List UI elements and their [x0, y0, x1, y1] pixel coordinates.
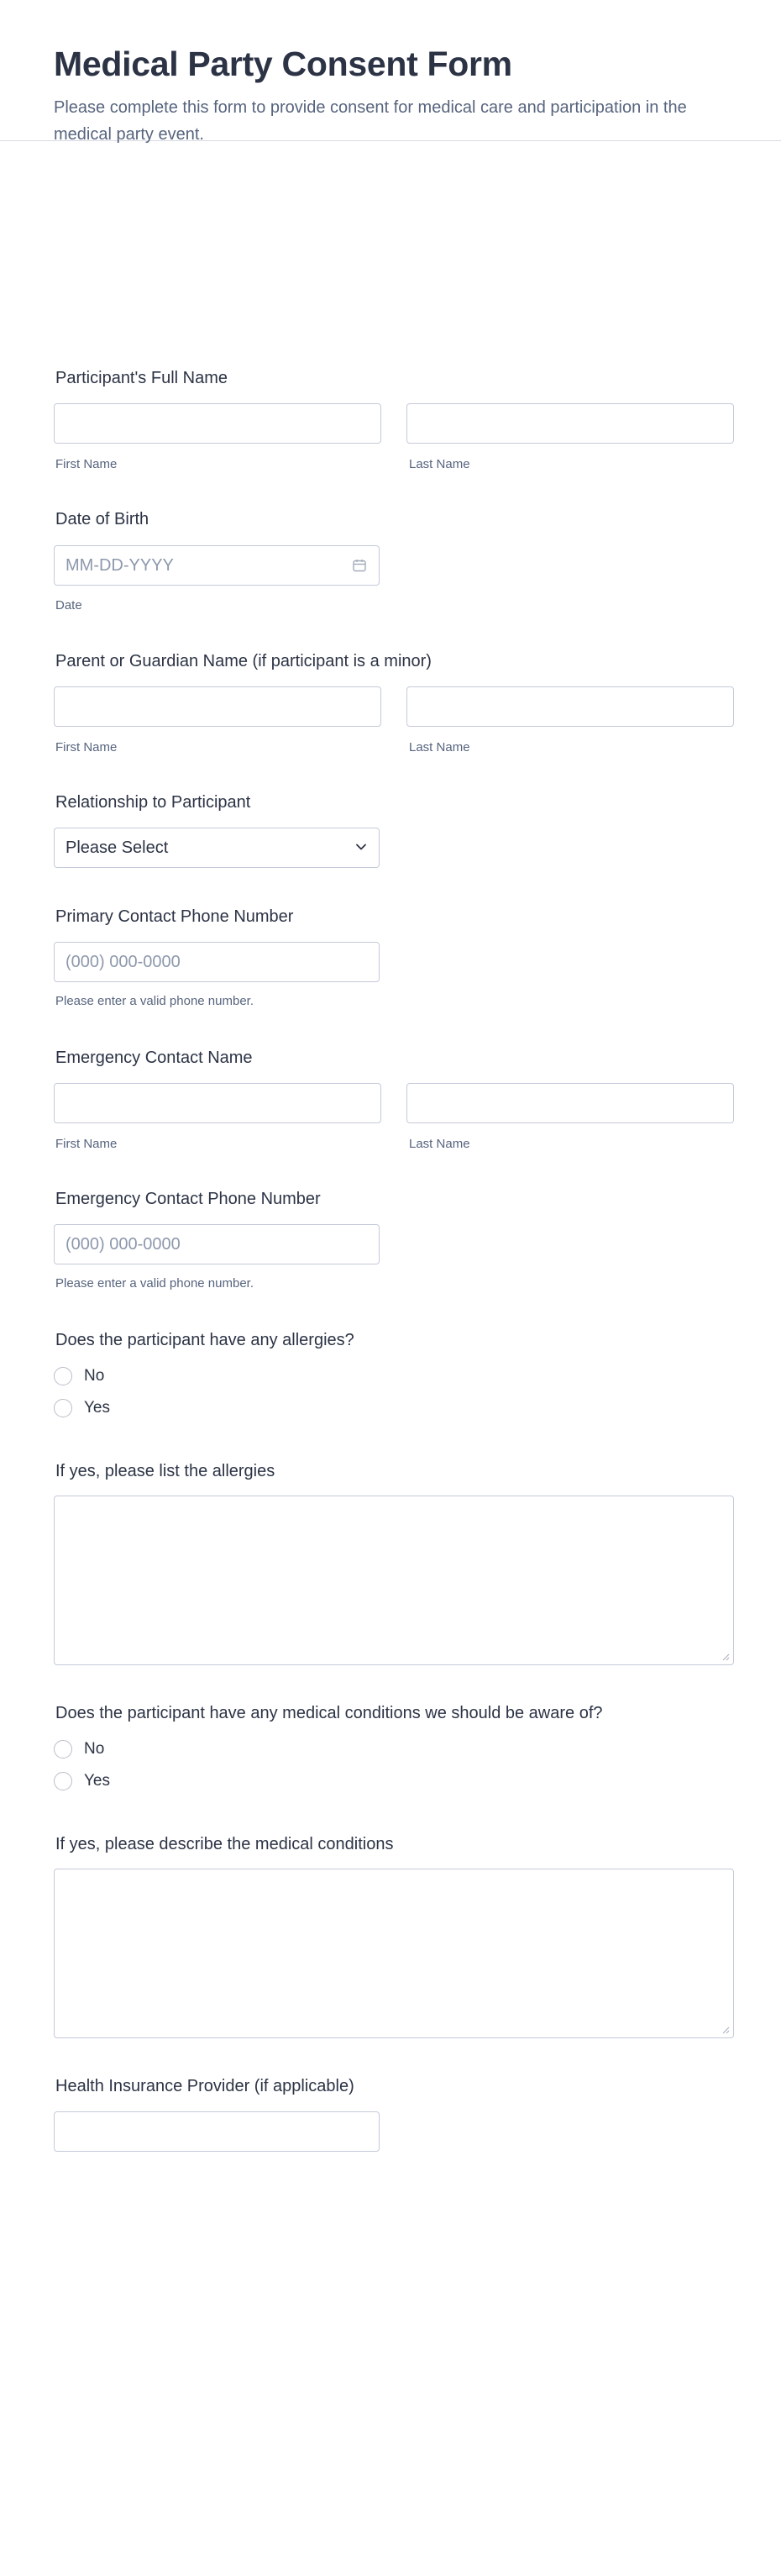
dob-label: Date of Birth — [55, 510, 149, 528]
radio-label: No — [84, 1367, 105, 1385]
allergies-list-label: If yes, please list the allergies — [55, 1462, 275, 1480]
participant-first-name-sublabel: First Name — [55, 457, 118, 471]
participant-last-name-input[interactable] — [406, 403, 734, 444]
emergency-phone-placeholder: (000) 000-0000 — [66, 1235, 181, 1254]
relationship-label: Relationship to Participant — [55, 793, 251, 812]
participant-last-name-sublabel: Last Name — [409, 457, 470, 471]
primary-phone-hint: Please enter a valid phone number. — [55, 994, 254, 1008]
emergency-last-name-sublabel: Last Name — [409, 1137, 470, 1151]
allergies-list-textarea[interactable] — [54, 1496, 734, 1665]
radio-button[interactable] — [54, 1740, 72, 1759]
page-title: Medical Party Consent Form — [54, 45, 512, 83]
chevron-down-icon — [355, 843, 367, 851]
guardian-last-name-input[interactable] — [406, 686, 734, 727]
dob-input[interactable] — [54, 545, 380, 586]
relationship-select[interactable] — [54, 828, 380, 868]
primary-phone-input[interactable] — [54, 942, 380, 982]
conditions-desc-textarea[interactable] — [54, 1869, 734, 2038]
allergies-label: Does the participant have any allergies? — [55, 1331, 354, 1349]
resize-handle-icon[interactable] — [721, 1653, 730, 1661]
calendar-icon[interactable] — [352, 558, 367, 573]
radio-label: Yes — [84, 1772, 110, 1790]
radio-button[interactable] — [54, 1772, 72, 1790]
insurance-input[interactable] — [54, 2111, 380, 2152]
conditions-label: Does the participant have any medical conditions we should be aware of? — [55, 1704, 603, 1722]
radio-label: Yes — [84, 1399, 110, 1417]
guardian-first-name-sublabel: First Name — [55, 740, 118, 754]
radio-label: No — [84, 1740, 105, 1758]
emergency-phone-hint: Please enter a valid phone number. — [55, 1276, 254, 1291]
dob-sublabel: Date — [55, 598, 82, 612]
guardian-last-name-sublabel: Last Name — [409, 740, 470, 754]
dob-placeholder: MM-DD-YYYY — [66, 556, 174, 575]
emergency-name-label: Emergency Contact Name — [55, 1049, 253, 1067]
guardian-name-label: Parent or Guardian Name (if participant is a minor) — [55, 652, 432, 670]
emergency-first-name-sublabel: First Name — [55, 1137, 118, 1151]
conditions-desc-label: If yes, please describe the medical conditions — [55, 1835, 394, 1853]
relationship-selected-value: Please Select — [66, 839, 169, 857]
insurance-label: Health Insurance Provider (if applicable) — [55, 2077, 354, 2095]
guardian-first-name-input[interactable] — [54, 686, 381, 727]
page-subtitle: Please complete this form to provide consent for medical care and participation in the medical party event. — [54, 98, 687, 144]
form-header — [0, 0, 781, 144]
emergency-last-name-input[interactable] — [406, 1083, 734, 1123]
primary-phone-label: Primary Contact Phone Number — [55, 907, 294, 926]
radio-button[interactable] — [54, 1399, 72, 1417]
emergency-first-name-input[interactable] — [54, 1083, 381, 1123]
resize-handle-icon[interactable] — [721, 2026, 730, 2034]
participant-name-label: Participant's Full Name — [55, 369, 228, 387]
primary-phone-placeholder: (000) 000-0000 — [66, 953, 181, 971]
participant-first-name-input[interactable] — [54, 403, 381, 444]
radio-button[interactable] — [54, 1367, 72, 1385]
emergency-phone-input[interactable] — [54, 1224, 380, 1264]
emergency-phone-label: Emergency Contact Phone Number — [55, 1190, 321, 1208]
